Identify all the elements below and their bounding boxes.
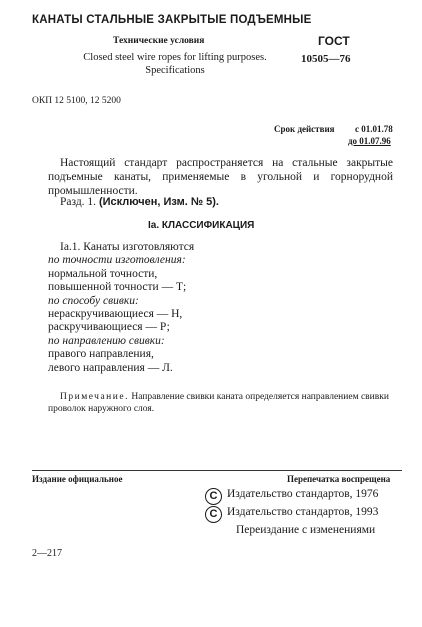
lay-nonspin: нераскручивающиеся — Н, [48,307,183,320]
dir-left: левого направления — Л. [48,361,173,374]
classification-intro: Iа.1. Канаты изготовляются [60,241,195,253]
copyright-icon: C [205,488,222,505]
copyright-1976 [205,488,378,505]
validity-to: до 01.07.96 [348,136,391,146]
english-title-line1: Closed steel wire ropes for lifting purposes. [83,52,267,63]
reissue-note: Переиздание с изменениями [236,524,376,536]
note-text: Направление свивки каната определяется направлением свивки проволок наружного слоя. [48,392,389,414]
document-title: КАНАТЫ СТАЛЬНЫЕ ЗАКРЫТЫЕ ПОДЪЕМНЫЕ [32,14,312,26]
precision-normal: нормальной точности, [48,267,158,280]
precision-high: повышенной точности — Т; [48,281,187,294]
section-title: Iа. КЛАССИФИКАЦИЯ [148,220,255,231]
razd-line [60,196,219,208]
validity-label: Срок действия [274,124,335,134]
gost-number: 10505—76 [301,53,351,65]
dir-right: правого направления, [48,348,154,361]
english-title [70,51,280,77]
copyright-1976-text: Издательство стандартов, 1976 [227,488,379,500]
gost-label: ГОСТ [318,34,350,48]
page-code: 2—217 [32,548,62,559]
okp-code: ОКП 12 5100, 12 5200 [32,96,121,106]
note-label: Примечание. [60,392,129,402]
precision-heading: по точности изготовления: [48,254,186,267]
document-subtitle: Технические условия [113,36,205,46]
intro-paragraph: Настоящий стандарт распространяется на стальные закрытые подъемные канаты, применяемые в угольной и горнорудной промышленности. [48,157,393,197]
copyright-1993-text: Издательство стандартов, 1993 [227,506,379,518]
copyright-1993 [205,506,378,523]
copyright-icon: C [205,506,222,523]
razd-note: (Исключен, Изм. № 5). [98,196,219,208]
english-title-line2: Specifications [145,65,205,76]
classification-list [48,241,194,375]
official-edition: Издание официальное [32,474,123,484]
lay-spin: раскручивающиеся — Р; [48,321,170,334]
reprint-prohibited: Перепечатка воспрещена [287,474,391,484]
footer-divider [32,470,402,471]
lay-method-heading: по способу свивки: [48,294,139,307]
validity-from: с 01.01.78 [355,124,393,134]
note [48,392,396,415]
razd-prefix: Разд. 1. [60,196,97,208]
lay-direction-heading: по направлению свивки: [48,334,165,347]
